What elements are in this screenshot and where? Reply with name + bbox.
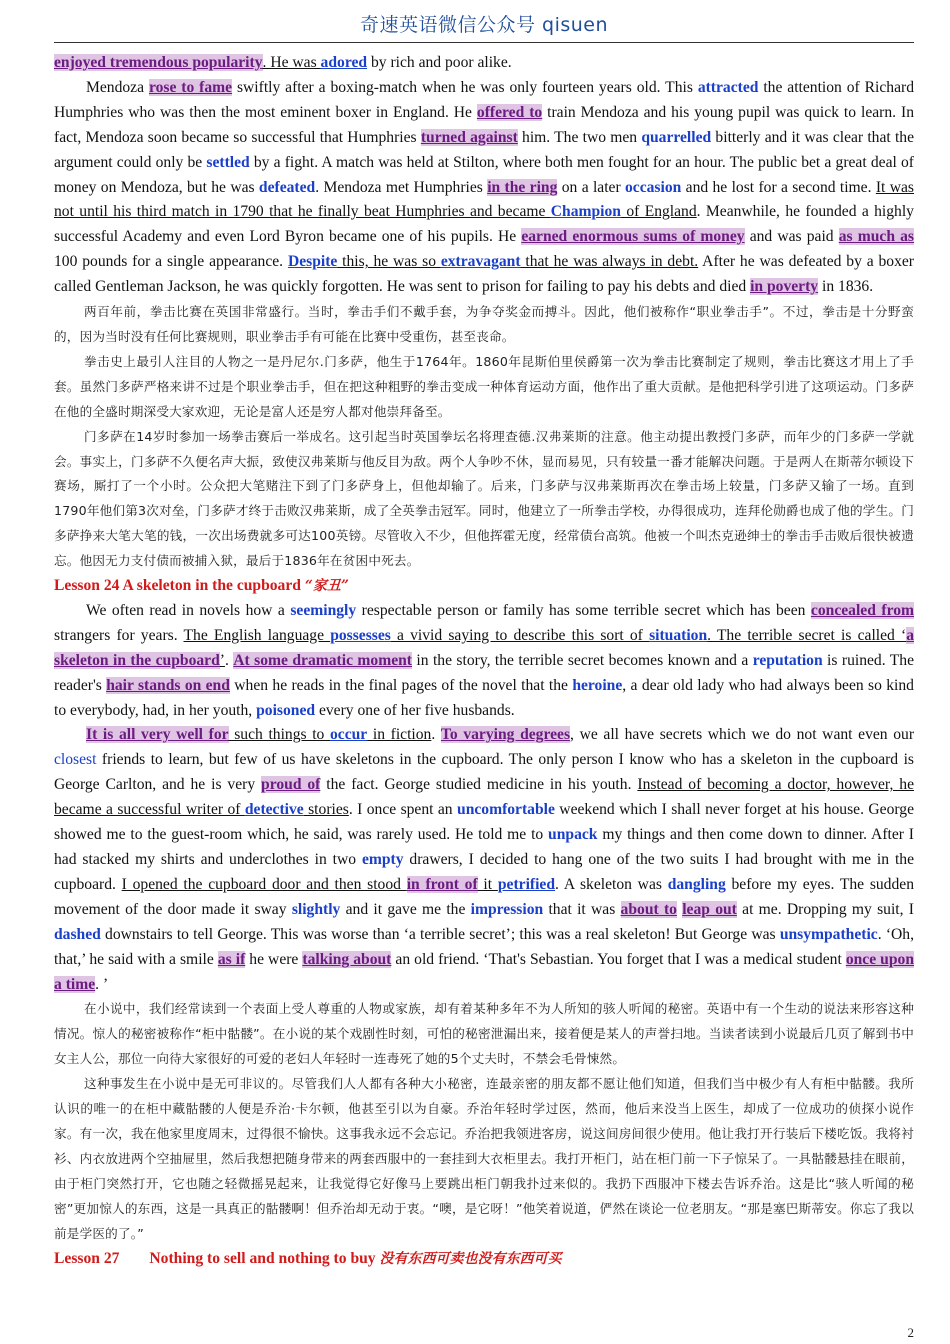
phrase: To varying degrees — [440, 726, 571, 744]
sentence: such things to — [228, 726, 330, 744]
phrase: It is all very well for — [86, 726, 229, 744]
text: my things and then come down to dinner. After I had stacked my shirts and underclothes in two — [54, 826, 914, 868]
sentence: a vivid saying to describe this sort of — [390, 626, 650, 644]
text: the fact. George studied medicine in his youth. — [320, 776, 638, 794]
text: when he reads in the final pages of the novel that the — [229, 676, 573, 694]
sentence: this, he was so — [337, 253, 441, 271]
paragraph-skeleton-story — [54, 723, 914, 997]
text: in 1836. — [818, 278, 874, 296]
phrase: leap out — [682, 900, 737, 918]
lesson-title: Lesson 24 A skeleton in the cupboard — [54, 577, 305, 595]
text: at me. Dropping my suit, I — [736, 900, 914, 918]
keyword: closest — [54, 751, 97, 769]
phrase: in the ring — [487, 178, 558, 196]
text: . — [431, 726, 441, 744]
phrase: offered to — [476, 103, 543, 121]
text: and was paid — [744, 228, 839, 246]
paragraph-mendoza-end — [54, 51, 914, 76]
text: . ’ — [95, 975, 109, 993]
keyword: detective — [244, 801, 304, 819]
translation-paragraph: 拳击史上最引人注目的人物之一是丹尼尔.门多萨，他生于1764年。1860年昆斯伯里侯爵第一次为拳击比赛制定了规则，拳击比赛这才用上了手套。虽然门多萨严格来讲不过是个职业拳击手，但在把这种粗野的拳击变成一种体育运动方面，他作出了重大贡献。是他把科学引进了这项运动。门多萨在他的全盛时期深受大家欢迎，无论是富人还是穷人都对他崇拜备至。 — [54, 353, 914, 419]
text: strangers for years. — [54, 626, 184, 644]
sentence: The English language — [183, 626, 331, 644]
keyword: empty — [361, 851, 404, 868]
phrase: once upon a time — [54, 950, 914, 993]
page-number: 2 — [907, 1325, 914, 1340]
keyword: seemingly — [290, 601, 357, 619]
keyword: unpack — [548, 826, 598, 844]
sentence: stories — [303, 801, 349, 819]
keyword: situation — [649, 626, 708, 644]
paragraph-skeleton-intro — [54, 599, 914, 724]
text: . Mendoza met Humphries — [315, 178, 488, 196]
sentence: it — [477, 875, 498, 893]
phrase: At some dramatic moment — [233, 651, 412, 669]
text: 100 pounds for a single appearance. — [54, 253, 288, 271]
page-content — [54, 51, 914, 1271]
text: in the story, the terrible secret becomes known and a — [411, 651, 753, 669]
text: drawers, I decided to hang one of the two suits I had brought with me in the cupboard. — [54, 851, 915, 893]
phrase: talking about — [302, 950, 392, 968]
lesson-title: Nothing to sell and nothing to buy — [149, 1249, 380, 1267]
lesson-chinese-title: “家丑” — [304, 578, 349, 595]
keyword: dangling — [667, 875, 726, 893]
text: We often read in novels how a — [86, 601, 291, 619]
lesson-27-heading — [54, 1247, 914, 1272]
text: , we all have secrets which we do not want even our — [570, 726, 915, 744]
keyword: dashed — [54, 925, 101, 943]
phrase: earned enormous sums of money — [521, 228, 745, 246]
keyword: impression — [470, 900, 544, 918]
text: weekend which I shall never forget at his house. George showed me to the guest-room which, he said, was rarely used. He told me to — [54, 801, 914, 844]
text: every one of her five husbands. — [315, 701, 515, 719]
text: . ‘Oh, that,’ he said with a smile — [54, 925, 914, 968]
keyword: poisoned — [256, 701, 316, 719]
phrase: about to — [620, 900, 677, 918]
keyword: occur — [329, 726, 368, 744]
phrase: enjoyed tremendous popularity — [54, 54, 263, 71]
translation-paragraph: 门多萨在14岁时参加一场拳击赛后一举成名。这引起当时英国拳坛名将理查德.汉弗莱斯的注意。他主动提出教授门多萨，而年少的门多萨一学就会。事实上，门多萨不久便名声大振，致使汉弗莱斯与他反目为敌。两个人争吵不休，显而易见，只有较量一番才能解决问题。于是两人在斯蒂尔顿设下赛场，厮打了一个小时。公众把大笔赌注下到了门多萨身上，但他却输了。后来，门多萨与汉弗莱斯再次在拳击场上较量，门多萨又输了一场。直到1790年他们第3次对垒，门多萨才终于击败汉弗莱斯，成了全英拳击冠军。同时，他建立了一所拳击学校，办得很成功，连拜伦勋爵也成了他的学生。门多萨挣来大笔大笔的钱，一次出场费就多可达100英镑。尽管收入不少，但他挥霍无度，经常债台高筑。他被一个叫杰克逊绅士的拳击手击败后很快被遗忘。他因无力支付债而被捕入狱，最后于1836年在贫困中死去。 — [54, 428, 914, 569]
keyword: unsympathetic — [779, 925, 878, 943]
sentence: I opened the cupboard door and then stood — [121, 875, 407, 893]
text: . A skeleton was — [555, 875, 668, 893]
keyword: attracted — [697, 78, 759, 96]
text: and he lost for a second time. — [681, 178, 876, 196]
text: friends to learn, but few of us have skeletons in the cupboard. The only person I know who has a skeleton in the cupboard is George Carlton, and he is very — [54, 751, 914, 794]
keyword: heroine — [572, 676, 623, 694]
translation-paragraph: 在小说中，我们经常读到一个表面上受人尊重的人物或家族，却有着某种多年不为人所知的骇人听闻的秘密。英语中有一个生动的说法来形容这种情况。惊人的秘密被称作“柜中骷髅”。在小说的某个戏剧性时刻，可怕的秘密泄漏出来，接着便是某人的声誉扫地。当读者读到小说最后几页了解到书中女主人公，那位一向待大家很好的可爱的老妇人年轻时一连毒死了她的5个丈夫时，不禁会毛骨悚然。 — [54, 1001, 914, 1067]
text: respectable person or family has some terrible secret which has been — [356, 601, 811, 619]
keyword: quarrelled — [641, 128, 712, 146]
phrase: as if — [217, 950, 246, 968]
keyword: Champion — [550, 203, 621, 221]
text: him. The two men — [517, 128, 642, 146]
keyword: adored — [320, 54, 368, 71]
text: an old friend. ‘That's Sebastian. You forget that I was a medical student — [391, 950, 846, 968]
text: by rich and poor alike. — [367, 54, 512, 71]
phrase: proud of — [261, 776, 321, 794]
text: . Meanwhile, he founded a highly successful Academy and even Lord Byron became one of his pupils. He — [54, 203, 914, 246]
text: . I once spent an — [348, 801, 458, 819]
translation-paragraph: 这种事发生在小说中是无可非议的。尽管我们人人都有各种大小秘密，连最亲密的朋友都不愿让他们知道，但我们当中极少有人有柜中骷髅。我所认识的唯一的在柜中藏骷髅的人便是乔治·卡尔顿，他甚至引以为自豪。乔治年轻时学过医，然而，他后来没当上医生，却成了一位成功的侦探小说作家。有一次，我在他家里度周末，过得很不愉快。这事我永远不会忘记。乔治把我领进客房，说这间房间很少使用。他让我打开行装后下楼吃饭。我将衬衫、内衣放进两个空抽屉里，然后我想把随身带来的两套西服中的一套挂到大衣柜里去。我打开柜门，站在柜门前一下子惊呆了。一具骷髅悬挂在眼前，由于柜门突然打开，它也随之轻微摇晃起来，让我觉得它好像马上要跳出柜门朝我扑过来似的。我扔下西服冲下楼去告诉乔治。这是比“骇人听闻的秘密”更加惊人的东西，这是一具真正的骷髅啊！但乔治却无动于衷。“噢，是它呀！”他笑着说道，俨然在谈论一位老朋友。“那是塞巴斯蒂安。你忘了我以前是学医的了。” — [54, 1076, 914, 1241]
keyword: occasion — [625, 178, 682, 196]
sentence: that he was always in debt. — [520, 253, 699, 271]
phrase: in poverty — [750, 278, 819, 296]
page-header — [54, 8, 914, 43]
sentence: of England — [620, 203, 697, 221]
text: before my eyes. The sudden movement of the door made it sway — [54, 875, 914, 918]
keyword: extravagant — [440, 253, 521, 271]
sentence: ’ — [219, 651, 225, 669]
sentence: Instead of becoming a doctor, however, he became a successful writer of — [54, 776, 915, 819]
text: Mendoza — [86, 78, 149, 96]
keyword: petrified — [497, 875, 556, 893]
keyword: Despite — [287, 253, 338, 271]
text: After he was defeated by a boxer called Gentleman Jackson, he was quickly forgotten. He was sent to prison for failing to pay his debts and died — [54, 253, 914, 296]
text: swiftly after a boxing-match when he was only fourteen years old. This — [232, 78, 698, 96]
text: that it was — [543, 900, 621, 918]
text: he were — [245, 950, 303, 968]
text: the attention of Richard Humphries who was then the most eminent boxer in England. He — [54, 78, 915, 121]
keyword: reputation — [752, 651, 823, 669]
sentence: . The terrible secret is called ‘ — [707, 626, 907, 644]
text: downstairs to tell George. This was worse than ‘a terrible secret’; this was a real skeleton! But George was — [100, 925, 780, 943]
lesson-chinese-title: 没有东西可卖也没有东西可买 — [379, 1250, 562, 1267]
text: train Mendoza and his young pupil was quick to learn. In fact, Mendoza soon became so successful that Humphries — [54, 103, 914, 146]
keyword: possesses — [330, 626, 391, 644]
phrase: turned against — [420, 128, 518, 146]
keyword: uncomfortable — [457, 801, 555, 819]
keyword: slightly — [291, 900, 341, 918]
text: on a later — [557, 178, 625, 196]
lesson-number: Lesson 27 — [54, 1249, 120, 1267]
keyword: settled — [206, 153, 250, 171]
text: , a dear old lady who had always been so kind to everybody, had, in her youth, — [54, 676, 914, 719]
sentence: in fiction — [367, 726, 432, 744]
phrase: rose to fame — [148, 78, 233, 96]
keyword: defeated — [258, 178, 316, 196]
phrase: a skeleton in the cupboard — [54, 626, 914, 669]
text: and it gave me the — [340, 900, 471, 918]
phrase: in front of — [406, 875, 478, 893]
text: . — [224, 651, 234, 669]
text: bitterly and it was clear that the argument could only be — [54, 128, 915, 171]
phrase: hair stands on end — [106, 676, 230, 694]
header-title: 奇速英语微信公众号 qisuen — [359, 14, 609, 36]
text: by a fight. A match was held at Stilton, where both men fought for an hour. The public bet a great deal of money on Mendoza, but he was — [54, 153, 914, 196]
phrase: concealed from — [810, 601, 914, 619]
text: is ruined. The reader's — [54, 651, 915, 694]
lesson-24-heading — [54, 574, 914, 599]
paragraph-mendoza-fame — [54, 76, 914, 300]
sentence: It was not until his third match in 1790 that he finally beat Humphries and became — [54, 178, 914, 221]
translation-paragraph: 两百年前，拳击比赛在英国非常盛行。当时，拳击手们不戴手套，为争夺奖金而搏斗。因此，他们被称作“职业拳击手”。不过，拳击是十分野蛮的，因为当时没有任何比赛规则，职业拳击手有可能在比赛中受重伤，甚至丧命。 — [54, 304, 914, 344]
phrase: as much as — [838, 228, 914, 246]
text: . He was — [262, 54, 321, 71]
